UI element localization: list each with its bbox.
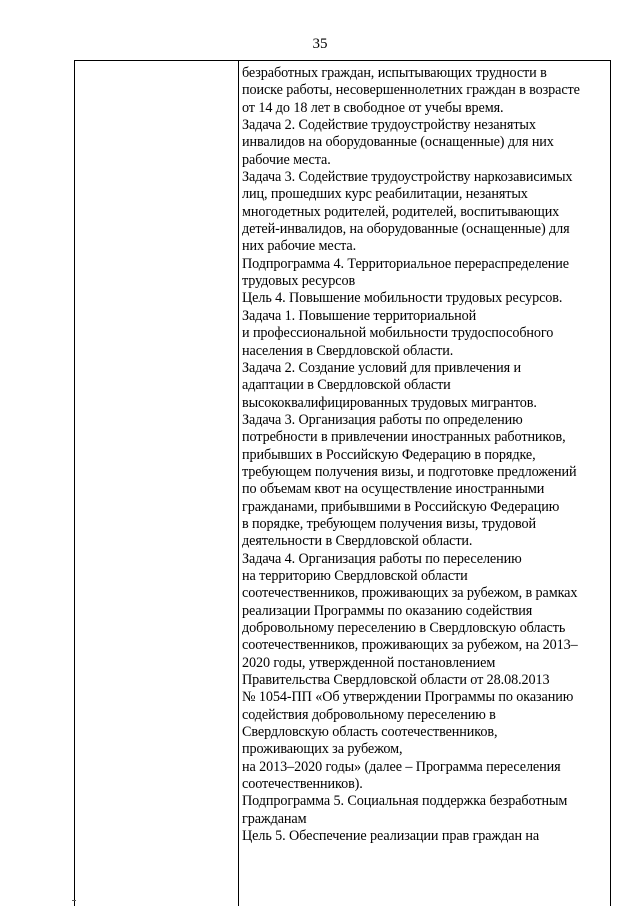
text-line: содействия добровольному переселению в [242, 706, 496, 723]
text-line: Задача 1. Повышение территориальной [242, 307, 477, 324]
page-number: 35 [312, 36, 328, 52]
text-line: населения в Свердловской области. [242, 342, 454, 359]
text-line: Задача 4. Организация работы по переселению [242, 550, 522, 567]
text-line: 2020 годы, утвержденной постановлением [242, 654, 496, 671]
text-line: адаптации в Свердловской области [242, 377, 451, 394]
text-line: добровольному переселению в Свердловскую область [242, 620, 566, 636]
text-line: на территорию Свердловской области [242, 567, 468, 584]
text-line: безработных граждан, испытывающих трудности в [242, 65, 547, 81]
text-line: Задача 3. Организация работы по определению [242, 411, 523, 428]
text-line: № 1054-ПП «Об утверждении Программы по оказанию [242, 689, 574, 706]
text-line: прибывших в Российскую Федерацию в порядке, [242, 446, 536, 463]
text-line: Цель 5. Обеспечение реализации прав граждан на [242, 828, 540, 845]
text-line: Свердловскую область соотечественников, [242, 724, 498, 741]
text-line: Цель 4. Повышение мобильности трудовых ресурсов. [242, 290, 563, 307]
text-line: реализации Программы по оказанию содействия [242, 602, 533, 619]
text-line: Правительства Свердловской области от 28.08.2013 [242, 672, 550, 689]
table-cell-left [75, 61, 238, 906]
text-line: соотечественников, проживающих за рубежом, на 2013– [242, 637, 578, 654]
scan-mark [72, 900, 76, 901]
text-line: соотечественников). [242, 776, 363, 793]
text-line: требующем получения визы, и подготовке предложений [242, 463, 577, 480]
text-line: поиске работы, несовершеннолетних граждан в возрасте [242, 82, 580, 99]
text-line: детей-инвалидов, на оборудованные (оснащенные) для [242, 221, 570, 238]
text-line: гражданами, прибывшими в Российскую Федерацию [242, 498, 560, 515]
text-line: рабочие места. [242, 151, 331, 168]
text-line: Задача 3. Содействие трудоустройству наркозависимых [242, 169, 573, 186]
document-table [74, 60, 611, 906]
text-line: проживающих за рубежом, [242, 741, 403, 758]
text-line: лиц, прошедших курс реабилитации, незанятых [242, 186, 528, 203]
text-line: высококвалифицированных трудовых мигрантов. [242, 394, 537, 411]
text-line: потребности в привлечении иностранных работников, [242, 429, 566, 446]
text-line: инвалидов на оборудованные (оснащенные) для них [242, 134, 554, 151]
table-cell-right [242, 65, 608, 845]
text-line: в порядке, требующем получения визы, трудовой [242, 515, 537, 532]
text-line: и профессиональной мобильности трудоспособного [242, 325, 554, 342]
text-line: на 2013–2020 годы» (далее – Программа переселения [242, 758, 561, 775]
text-line: деятельности в Свердловской области. [242, 533, 473, 550]
text-line: Задача 2. Создание условий для привлечения и [242, 359, 522, 376]
text-line: Подпрограмма 5. Социальная поддержка безработным [242, 793, 568, 810]
text-line: соотечественников, проживающих за рубежом, в рамках [242, 585, 578, 602]
text-line: по объемам квот на осуществление иностранными [242, 481, 545, 498]
text-line: них рабочие места. [242, 238, 357, 255]
column-divider [238, 61, 239, 906]
text-line: трудовых ресурсов [242, 273, 356, 290]
text-line: многодетных родителей, родителей, воспитывающих [242, 203, 560, 220]
text-line: гражданам [242, 810, 307, 827]
text-line: Задача 2. Содействие трудоустройству незанятых [242, 117, 536, 134]
text-line: от 14 до 18 лет в свободное от учебы время. [242, 99, 504, 116]
text-line: Подпрограмма 4. Территориальное перераспределение [242, 255, 569, 272]
